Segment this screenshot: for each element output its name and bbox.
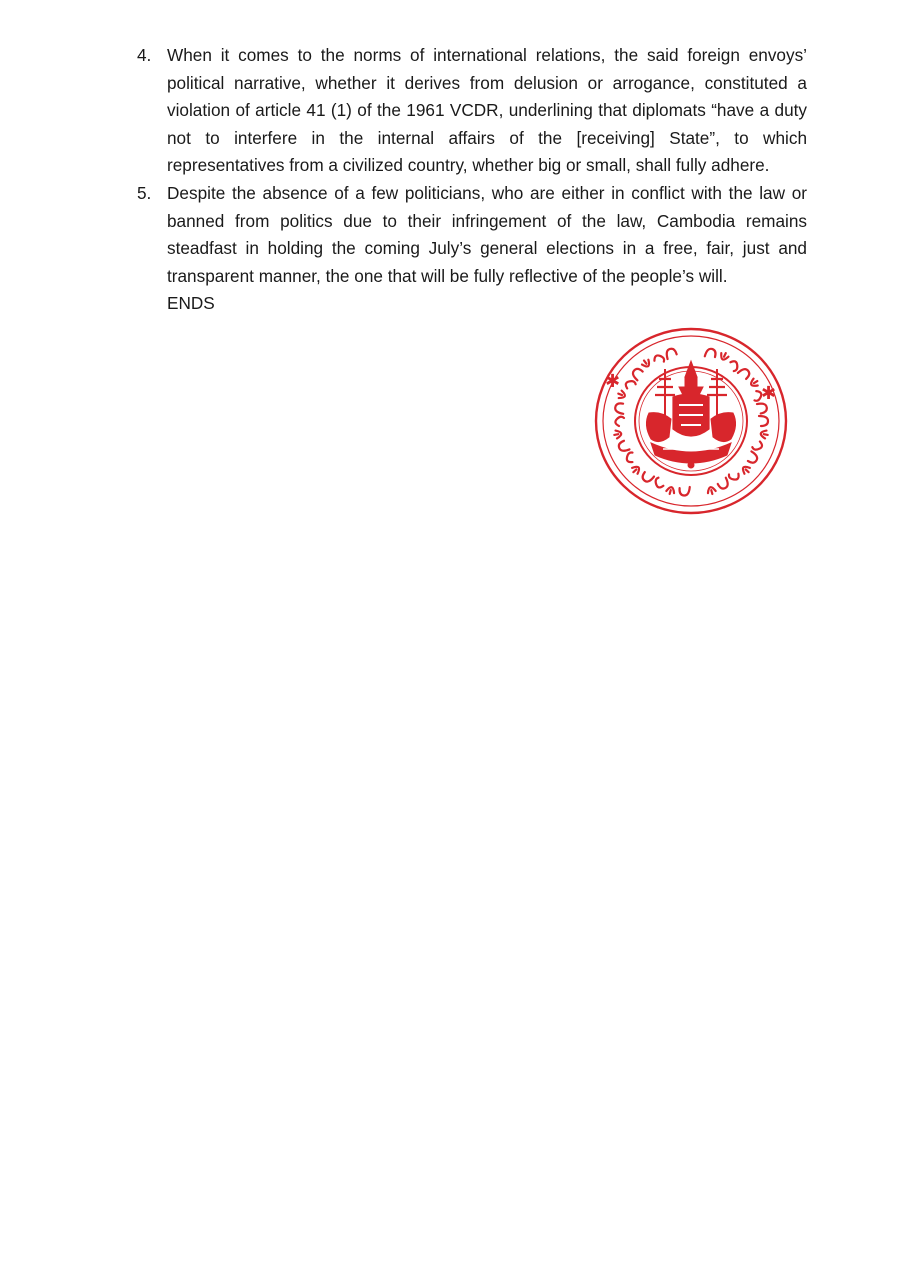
item-text: Despite the absence of a few politicians, who are either in conflict with the law or banned from politics due to their infringement of the law, Cambodia remains steadfast in holding the coming July’s general elections in a free, fair, just and transparent manner, the one that will be fully reflective of the people’s will. (167, 182, 807, 286)
item-text: When it comes to the norms of international relations, the said foreign envoys’ political narrative, whether it derives from delusion or arrogance, constituted a violation of article 41 (1) of the 1961 VCDR, underlining that diplomats “have a duty not to interfere in the internal affairs of the [receiving] State”, to which representatives from a civilized country, whether big or small, shall fully adhere. (167, 45, 807, 176)
royal-seal-icon (593, 325, 789, 517)
numbered-list (137, 42, 807, 318)
svg-text:✱: ✱ (761, 383, 777, 404)
list-item-4 (137, 42, 807, 180)
item-number: 4. (137, 45, 152, 65)
item-number: 5. (137, 182, 152, 203)
svg-text:✱: ✱ (605, 371, 621, 392)
list-item-5 (137, 180, 807, 318)
ends-marker: ENDS (167, 293, 215, 314)
